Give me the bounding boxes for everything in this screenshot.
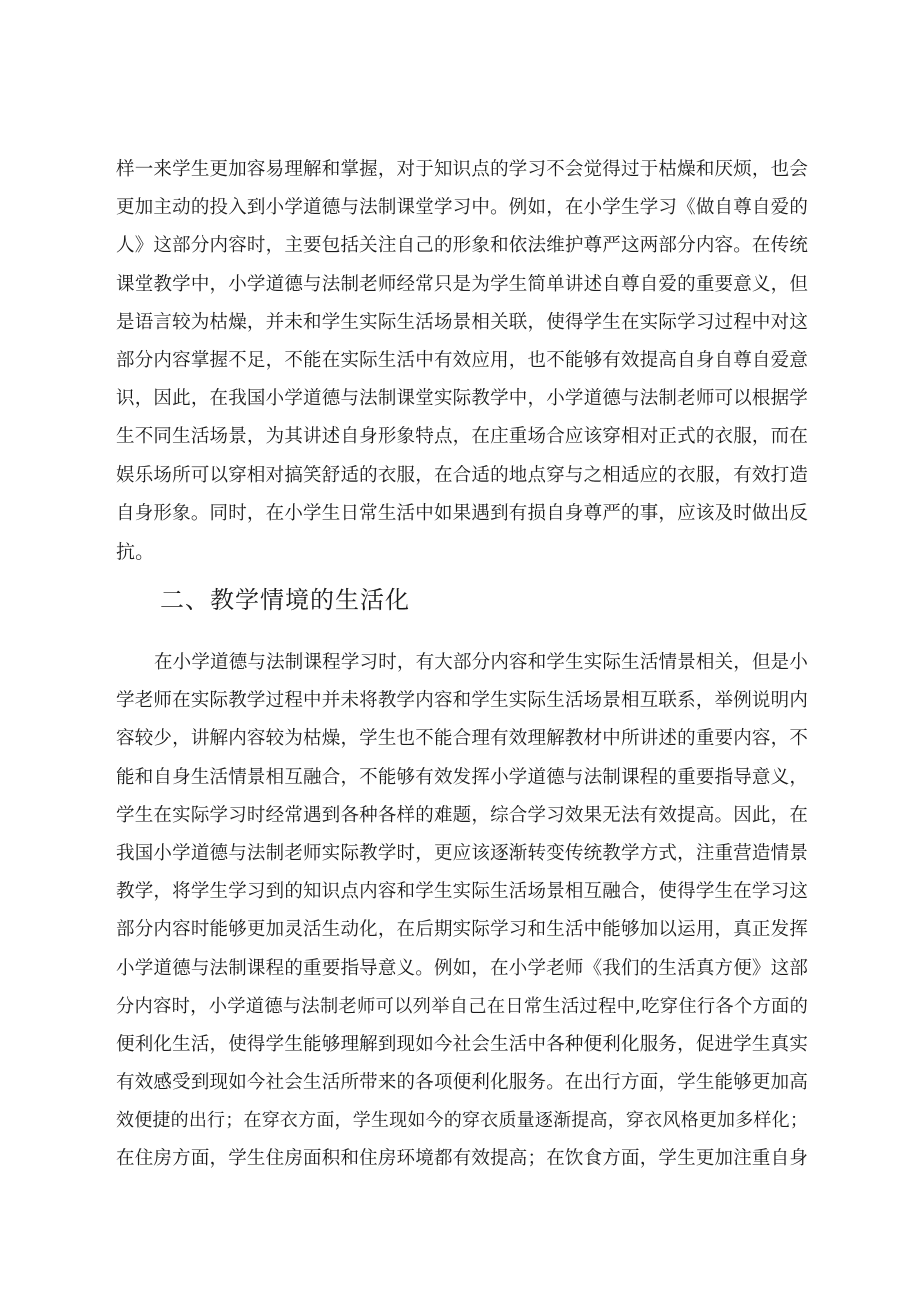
text-line-first: 在小学道德与法制课程学习时，有大部分内容和学生实际生活情景相关，但是小 (154, 652, 808, 673)
text-line: 样一来学生更加容易理解和掌握，对于知识点的学习不会觉得过于枯燥和厌烦，也会 (116, 159, 808, 180)
text-line: 学生在实际学习时经常遇到各种各样的难题，综合学习效果无法有效提高。因此，在 (116, 804, 808, 826)
text-line: 人》这部分内容时，主要包括关注自己的形象和依法维护尊严这两部分内容。在传统 (116, 235, 808, 257)
text-line: 识，因此，在我国小学道德与法制课堂实际教学中，小学道德与法制老师可以根据学 (116, 388, 808, 410)
text-line: 更加主动的投入到小学道德与法制课堂学习中。例如，在小学生学习《做自尊自爱的 (116, 197, 808, 219)
text-line: 课堂教学中，小学道德与法制老师经常只是为学生简单讲述自尊自爱的重要意义，但 (116, 273, 808, 295)
text-line: 分内容时，小学道德与法制老师可以列举自己在日常生活过程中,吃穿住行各个方面的 (116, 995, 808, 1017)
paragraph-2 (116, 644, 808, 1179)
text-line: 容较少，讲解内容较为枯燥，学生也不能合理有效理解教材中所讲述的重要内容，不 (116, 728, 808, 750)
text-line: 自身形象。同时，在小学生日常生活中如果遇到有损自身尊严的事，应该及时做出反 (116, 502, 808, 524)
text-line: 有效感受到现如今社会生活所带来的各项便利化服务。在出行方面，学生能够更加高 (116, 1072, 808, 1094)
text-line-last: 抗。 (116, 540, 155, 563)
text-line: 部分内容时能够更加灵活生动化，在后期实际学习和生活中能够加以运用，真正发挥 (116, 919, 808, 941)
text-line: 是语言较为枯燥，并未和学生实际生活场景相关联，使得学生在实际学习过程中对这 (116, 311, 808, 333)
section-heading: 二、教学情境的生活化 (160, 586, 410, 614)
text-line: 效便捷的出行；在穿衣方面，学生现如今的穿衣质量逐渐提高，穿衣风格更加多样化； (116, 1110, 808, 1132)
text-line: 在住房方面，学生住房面积和住房环境都有效提高；在饮食方面，学生更加注重自身 (116, 1148, 808, 1170)
text-line: 学老师在实际教学过程中并未将教学内容和学生实际生活场景相互联系，举例说明内 (116, 690, 808, 712)
text-line: 部分内容掌握不足，不能在实际生活中有效应用，也不能够有效提高自身自尊自爱意 (116, 349, 808, 371)
text-line: 我国小学道德与法制老师实际教学时，更应该逐渐转变传统教学方式，注重营造情景 (116, 842, 808, 864)
text-line: 能和自身生活情景相互融合，不能够有效发挥小学道德与法制课程的重要指导意义， (116, 766, 808, 788)
text-line: 小学道德与法制课程的重要指导意义。例如，在小学老师《我们的生活真方便》这部 (116, 957, 808, 979)
text-line: 娱乐场所可以穿相对搞笑舒适的衣服，在合适的地点穿与之相适应的衣服，有效打造 (116, 464, 808, 486)
text-line: 便利化生活，使得学生能够理解到现如今社会生活中各种便利化服务，促进学生真实 (116, 1033, 808, 1055)
text-line: 生不同生活场景，为其讲述自身形象特点，在庄重场合应该穿相对正式的衣服，而在 (116, 426, 808, 448)
paragraph-1 (116, 151, 808, 571)
text-line: 教学，将学生学习到的知识点内容和学生实际生活场景相互融合，使得学生在学习这 (116, 881, 808, 903)
